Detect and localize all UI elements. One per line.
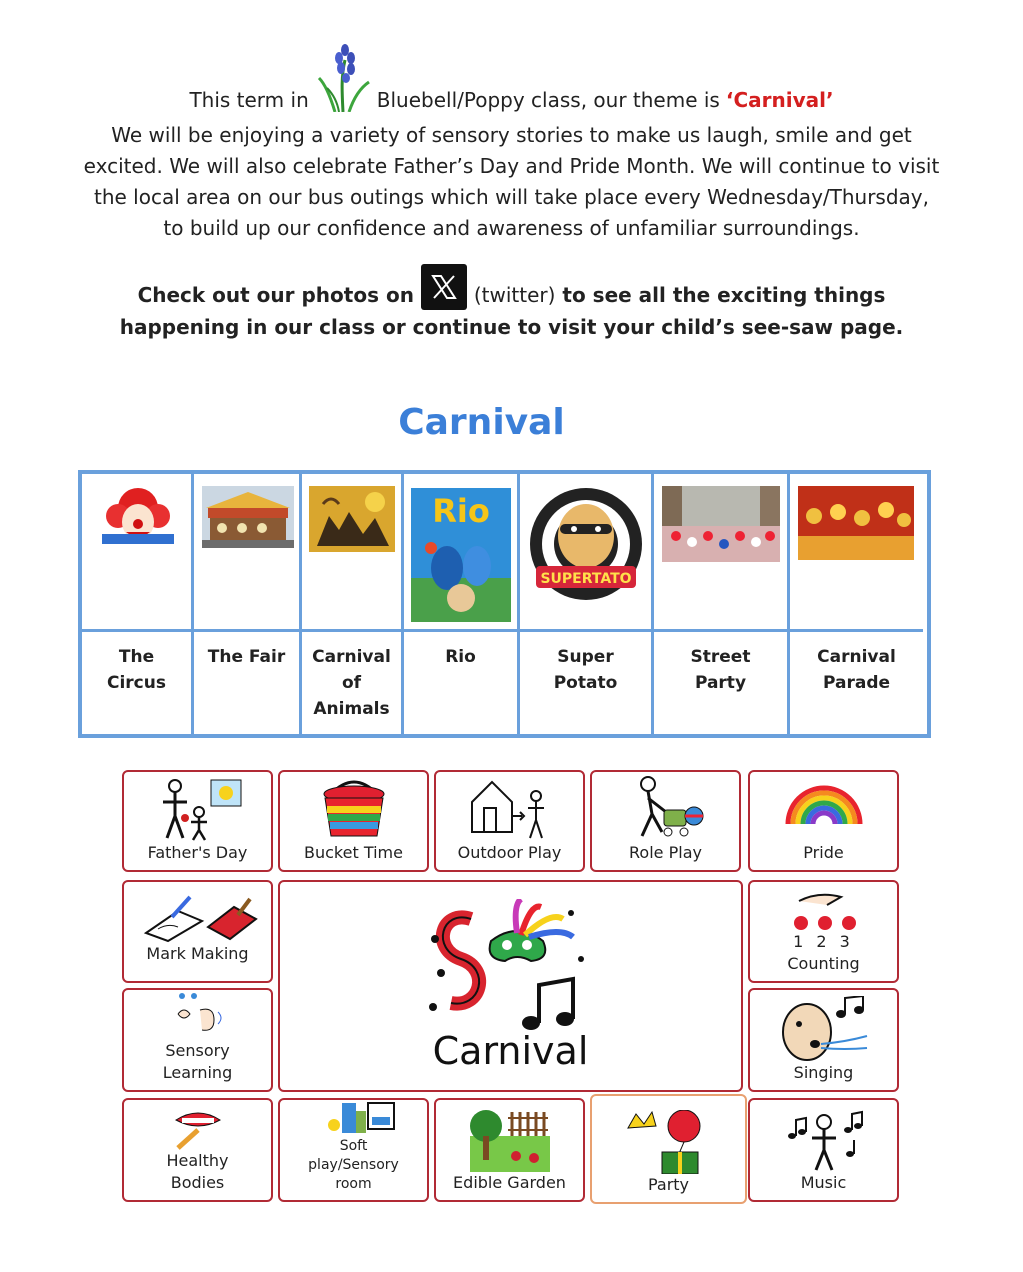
check-prefix: Check out our photos on bbox=[137, 283, 414, 307]
topic-image-supertato bbox=[520, 474, 654, 632]
tile-label: Bucket Time bbox=[304, 843, 403, 862]
topic-label: The Fair bbox=[207, 647, 286, 667]
tile-party[interactable] bbox=[590, 1094, 747, 1204]
tile-healthy-bodies[interactable] bbox=[122, 1098, 273, 1202]
topic-circus bbox=[82, 632, 194, 734]
tile-singing[interactable] bbox=[748, 988, 899, 1092]
carnival-of-animals-image bbox=[309, 486, 395, 552]
theme-name: ‘Carnival’ bbox=[725, 88, 834, 112]
role-play-icon bbox=[626, 776, 706, 842]
intro bbox=[40, 40, 983, 343]
tile-label: Pride bbox=[803, 843, 844, 862]
topic-image-animals bbox=[302, 474, 404, 632]
tile-counting[interactable] bbox=[748, 880, 899, 983]
topic-image-street-party bbox=[654, 474, 790, 632]
tile-pride[interactable] bbox=[748, 770, 899, 872]
tile-label: Father's Day bbox=[147, 843, 248, 862]
tile-label: Music bbox=[800, 1173, 847, 1192]
tile-label: Healthy Bodies bbox=[166, 1151, 229, 1192]
topic-animals bbox=[302, 632, 404, 734]
tile-label: Sensory Learning bbox=[162, 1041, 233, 1082]
tile-role-play[interactable] bbox=[590, 770, 741, 872]
term-prefix: This term in bbox=[189, 88, 309, 112]
topics-table bbox=[78, 470, 931, 738]
rio-poster-text: Rio bbox=[432, 492, 490, 530]
topic-label: The Circus bbox=[107, 647, 166, 693]
carousel-image bbox=[202, 486, 294, 548]
term-suffix: Bluebell/Poppy class, our theme is bbox=[376, 88, 720, 112]
topic-label: Rio bbox=[445, 647, 476, 667]
carnival-mask-icon bbox=[421, 899, 601, 1039]
tile-mark-making[interactable] bbox=[122, 880, 273, 983]
healthy-bodies-icon bbox=[168, 1110, 228, 1150]
activity-board bbox=[120, 768, 902, 1204]
supertato-text: SUPERTATO bbox=[540, 571, 632, 587]
music-icon bbox=[784, 1110, 864, 1172]
party-icon bbox=[626, 1110, 712, 1174]
tile-soft-play[interactable] bbox=[278, 1098, 429, 1202]
carnival-parade-image bbox=[798, 486, 914, 560]
bucket-icon bbox=[319, 776, 389, 842]
topic-fair bbox=[194, 632, 302, 734]
tile-label: Edible Garden bbox=[453, 1173, 566, 1192]
fathers-day-icon bbox=[153, 778, 243, 842]
topic-image-rio bbox=[404, 474, 520, 632]
topic-label: Super Potato bbox=[553, 647, 618, 693]
tile-carnival-center[interactable] bbox=[278, 880, 743, 1092]
carnival-center-label: Carnival bbox=[432, 1029, 589, 1073]
topic-rio bbox=[404, 632, 520, 734]
sensory-learning-icon bbox=[168, 990, 228, 1040]
tile-label: Outdoor Play bbox=[457, 843, 562, 862]
clown-image bbox=[96, 486, 180, 544]
tile-label: Party bbox=[647, 1175, 690, 1194]
topic-carnival-parade bbox=[790, 632, 923, 734]
counting-icon bbox=[779, 891, 869, 931]
check-suffix: to see all the exciting things happening in our class or continue to visit your child’s see-saw page. bbox=[119, 283, 904, 339]
street-party-image bbox=[662, 486, 780, 562]
topic-label: Carnival of Animals bbox=[312, 647, 391, 719]
mark-making-icon bbox=[138, 893, 258, 943]
soft-play-icon bbox=[312, 1101, 396, 1137]
topic-image-circus bbox=[82, 474, 194, 632]
outdoor-play-icon bbox=[468, 776, 552, 842]
topic-label: Street Party bbox=[690, 647, 751, 693]
rio-poster-image bbox=[411, 488, 511, 622]
edible-garden-icon bbox=[468, 1106, 552, 1172]
tile-music[interactable] bbox=[748, 1098, 899, 1202]
rainbow-icon bbox=[784, 784, 864, 828]
tile-label: Soft play/Sensory room bbox=[308, 1138, 399, 1192]
singing-icon bbox=[779, 996, 869, 1062]
topic-street-party bbox=[654, 632, 790, 734]
x-logo-icon[interactable] bbox=[421, 264, 467, 310]
tile-label: Mark Making bbox=[146, 944, 249, 963]
tile-sensory-learning[interactable] bbox=[122, 988, 273, 1092]
topic-label: Carnival Parade bbox=[817, 647, 896, 693]
counting-digits: 1 2 3 bbox=[793, 932, 854, 951]
supertato-image bbox=[528, 486, 644, 602]
tile-bucket-time[interactable] bbox=[278, 770, 429, 872]
tile-edible-garden[interactable] bbox=[434, 1098, 585, 1202]
intro-paragraph: We will be enjoying a variety of sensory stories to make us laugh, smile and get excited. We will also celebrate Father’s Day and Pride Month. We will continue to visit the local area on our bus outings which will take place every Wednesday/Thursday, to build up our confidence and awareness of unfamiliar surroundings. bbox=[83, 123, 940, 240]
term-line bbox=[40, 40, 983, 112]
tile-label: Role Play bbox=[629, 843, 702, 862]
section-title: Carnival bbox=[398, 402, 565, 443]
tile-outdoor-play[interactable] bbox=[434, 770, 585, 872]
check-photos bbox=[102, 264, 922, 343]
topic-image-parade bbox=[790, 474, 923, 632]
twitter-label: (twitter) bbox=[473, 283, 556, 307]
bluebell-flower-icon bbox=[315, 42, 371, 112]
tile-label: Counting bbox=[787, 954, 860, 973]
tile-label: Singing bbox=[793, 1063, 854, 1082]
topic-super-potato bbox=[520, 632, 654, 734]
tile-fathers-day[interactable] bbox=[122, 770, 273, 872]
topic-image-fair bbox=[194, 474, 302, 632]
